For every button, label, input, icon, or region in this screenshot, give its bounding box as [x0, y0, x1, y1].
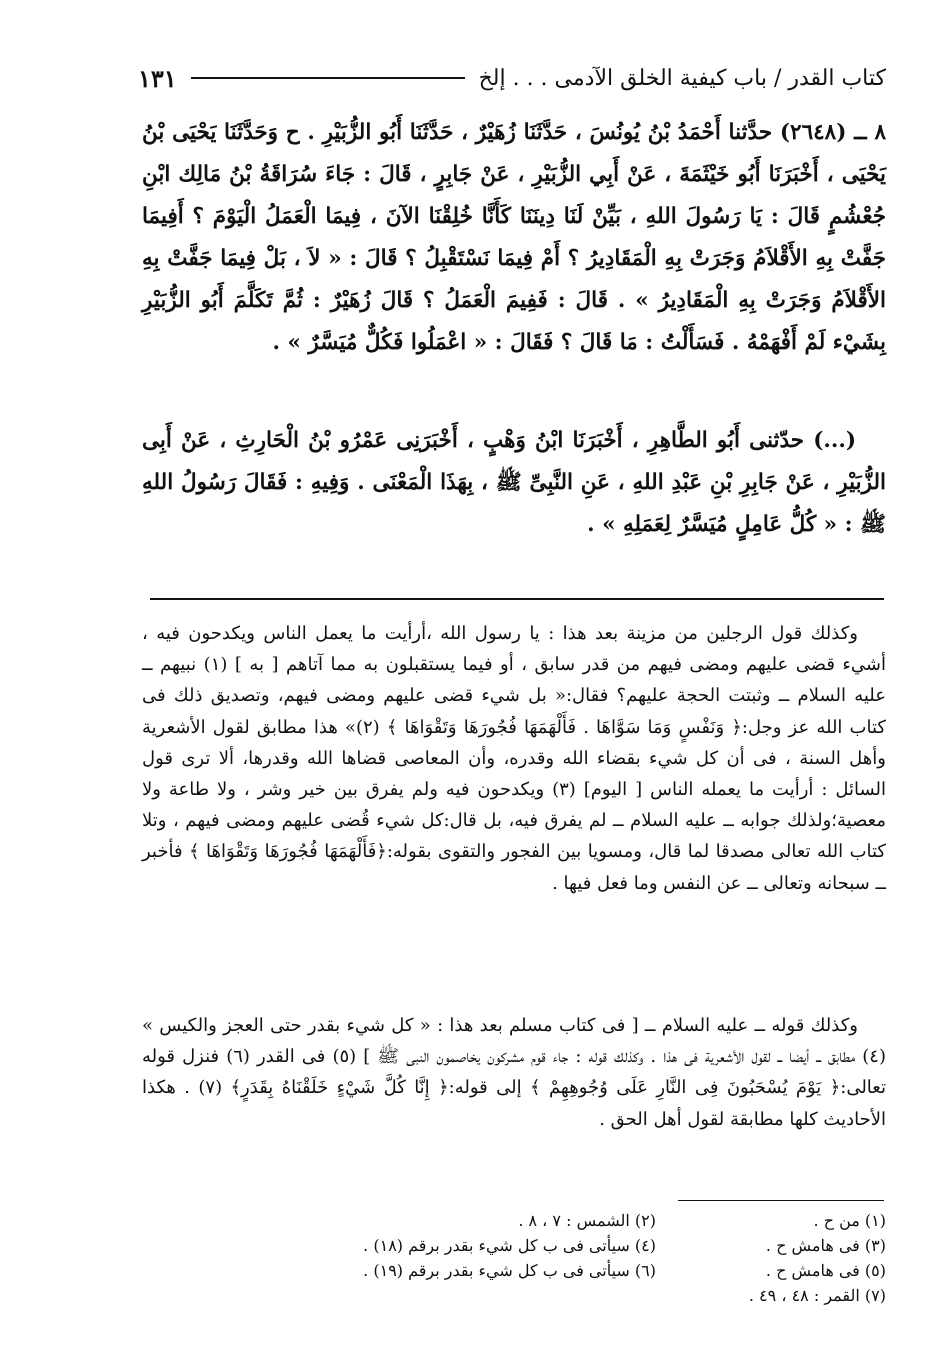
footnotes — [150, 1208, 886, 1308]
page-number: ١٣١ — [138, 63, 177, 93]
commentary-divider — [150, 598, 884, 600]
footnote-row — [150, 1208, 886, 1233]
commentary-paragraph-2 — [142, 1010, 886, 1135]
footnote: (١) من ح . — [813, 1211, 886, 1230]
hadith-paragraph-1 — [142, 112, 886, 364]
footnote-row — [150, 1233, 886, 1258]
header-rule — [191, 77, 465, 79]
footnote-row — [150, 1283, 886, 1308]
hadith-text-1: ٨ ــ (٢٦٤٨) حدَّثنا أَحْمَدُ بْنُ يُونُسَ ، حَدَّثَنَا زُهَيْرٌ ، حَدَّثَنَا أَبُو الزُّبَيْرِ . ح وَحَدَّثَنَا يَحْيَى بْنُ يَحْيَى ، أَخْبَرَنَا أَبُو خَيْثَمَةَ ، عَنْ أَبِي الزُّبَيْرِ ، عَنْ جَابِرٍ ، قَالَ : جَاءَ سُرَاقَةُ بْنُ مَالِك ابْنِ جُعْشُمٍ قَالَ : يَا رَسُولَ اللهِ ، بَيِّنْ لَنَا دِينَنَا كَأَنَّا خُلِقْنَا الآنَ ، فِيمَا الْعَمَلُ الْيَوْمَ ؟ أَفِيمَا جَفَّتْ بِهِ الأَقْلاَمُ وَجَرَتْ بِهِ الْمَقَادِيرُ ؟ أَمْ فِيمَا نَسْتَقْبِلُ ؟ قَالَ : « لاَ ، بَلْ فِيمَا جَفَّتْ بِهِ الأَقْلاَمُ وَجَرَتْ بِهِ الْمَقَادِيرُ » . قَالَ : فَفِيمَ الْعَمَلُ ؟ قَالَ زُهَيْرٌ : ثُمَّ تَكَلَّمَ أَبُو الزُّبَيْرِ بِشَيْء لَمْ أَفْهَمْهُ . فَسَأَلْتُ : مَا قَالَ ؟ فَقَالَ : « اعْمَلُوا فَكُلٌّ مُيَسَّرٌ » . — [142, 120, 886, 355]
footnote: (٢) الشمس : ٧ ، ٨ . — [518, 1211, 656, 1230]
commentary-paragraph-1 — [142, 618, 886, 899]
footnote: (٣) فى هامش ح . — [765, 1236, 886, 1255]
footnote: (٦) سيأتى فى ب كل شيء بقدر برقم (١٩) . — [363, 1261, 656, 1280]
hadith-paragraph-2 — [142, 420, 886, 546]
hadith-text-2: (...) حدّثنى أَبُو الطَّاهِرِ ، أَخْبَرَنَا ابْنُ وَهْبٍ ، أَخْبَرَنِى عَمْرُو بْنُ الْحَارِثِ ، عَنْ أَبِى الزُّبَيْرِ ، عَنْ جَابِرِ بْنِ عَبْدِ اللهِ ، عَنِ النَّبِىِّ ﷺ ، بِهَذَا الْمَعْنَى . وَفِيهِ : فَقَالَ رَسُولُ اللهِ ﷺ : « كُلُّ عَامِلٍ مُيَسَّرٌ لِعَمَلِهِ » . — [142, 428, 886, 537]
footnote — [176, 1283, 656, 1308]
footnote-divider — [678, 1200, 884, 1201]
footnote: (٤) سيأتى فى ب كل شيء بقدر برقم (١٨) . — [363, 1236, 656, 1255]
footnote: (٥) فى هامش ح . — [765, 1261, 886, 1280]
footnote: (٧) القمر : ٤٨ ، ٤٩ . — [748, 1286, 886, 1305]
page-header — [138, 58, 886, 98]
header-title: كتاب القدر / باب كيفية الخلق الآدمى . . . إلخ — [478, 65, 886, 91]
commentary-text-2: وكذلك قوله ــ عليه السلام ــ [ فى كتاب مسلم بعد هذا : « كل شيء بقدر حتى العجز والكيس » (٤) مطابق ــ أيضا ــ لقول الأشعرية فى هذا . وكذلك قوله : جاء قوم مشركون يخاصمون النبى ﷺ ] (٥) فى القدر (٦) فنزل قوله تعالى:﴿ يَوْمَ يُسْحَبُونَ فِى النَّارِ عَلَى وُجُوهِهِمْ ﴾ إلى قوله:﴿ إِنَّا كُلَّ شَيْءٍ خَلَقْنَاهُ بِقَدَرٍ﴾ (٧) . هكذا الأحاديث كلها مطابقة لقول أهل الحق . — [142, 1015, 886, 1130]
commentary-text-1: وكذلك قول الرجلين من مزينة بعد هذا : يا رسول الله ،أرأيت ما يعمل الناس ويكدحون فيه ، أشيء قضى عليهم ومضى فيهم من قدر سابق ، أو فيما يستقبلون به مما آتاهم [ به ] (١) نبيهم ــ عليه السلام ــ وثبتت الحجة عليهم؟ فقال:« بل شيء قضى عليهم ومضى فيهم، وتصديق ذلك فى كتاب الله عز وجل:﴿ وَنَفْسٍ وَمَا سَوَّاهَا . فَأَلْهَمَهَا فُجُورَهَا وَتَقْوَاهَا ﴾ (٢)» هذا مطابق لقول الأشعرية وأهل السنة ، فى أن كل شيء بقضاء الله وقدره، وأن المعاصى قضاها الله وقدرها، ألا ترى قول السائل : أرأيت ما يعمله الناس [ اليوم] (٣) ويكدحون فيه ولم يفرق بين خير وشر ، ولا طاعة ولا معصية؛ولذلك جوابه ــ عليه السلام ــ لم يفرق فيه، بل قال:كل شيء قُضى عليهم ومضى فيهم ، وتلا كتاب الله تعالى مصدقا لما قال، ومسويا بين الفجور والتقوى بقوله:﴿فَأَلْهَمَهَا فُجُورَهَا وَتَقْوَاهَا ﴾ فأخبر ــ سبحانه وتعالى ــ عن النفس وما فعل فيها . — [142, 623, 886, 894]
footnote-row — [150, 1258, 886, 1283]
